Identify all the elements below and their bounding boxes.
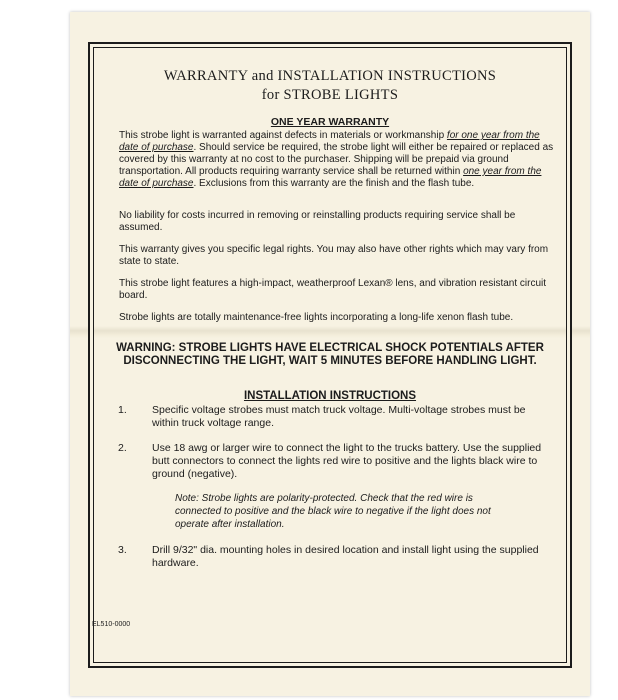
warranty-paragraph-4: This strobe light features a high-impact, weatherproof Lexan® lens, and vibration resistant circuit board. <box>119 278 547 301</box>
document-code: EL510-0000 <box>92 621 131 628</box>
instruction-sheet <box>70 12 590 696</box>
warranty-paragraph-5: Strobe lights are totally maintenance-free lights incorporating a long-life xenon flash tube. <box>119 312 514 323</box>
installation-heading: INSTALLATION INSTRUCTIONS <box>243 390 417 402</box>
warranty-period-emphasis: for one year from the date of purchase <box>119 130 540 153</box>
step-text: Drill 9/32" dia. mounting holes in desired location and install light using the supplied hardware. <box>152 544 539 569</box>
warranty-text: . Should service be required, the strobe light will either be repaired or replaced as covered by this warranty at no cost to the purchaser. Shipping will be prepaid via ground transportation. All products requiring warranty service shall be returned within <box>119 142 554 177</box>
step-number: 2. <box>118 442 127 454</box>
warranty-text: This strobe light is warranted against defects in materials or workmanship <box>119 130 447 141</box>
warranty-text: . Exclusions from this warranty are the finish and the flash tube. <box>193 178 475 189</box>
step-text: Specific voltage strobes must match truck voltage. Multi-voltage strobes must be within truck voltage range. <box>152 404 526 429</box>
warranty-period-emphasis: one year from the date of purchase <box>119 166 542 189</box>
warranty-heading: ONE YEAR WARRANTY <box>270 116 390 128</box>
step-number: 1. <box>118 404 127 416</box>
warning-notice: WARNING: STROBE LIGHTS HAVE ELECTRICAL SHOCK POTENTIALS AFTER DISCONNECTING THE LIGHT, WAIT 5 MINUTES BEFORE HANDLING LIGHT. <box>116 342 544 367</box>
warranty-paragraph-2: No liability for costs incurred in removing or reinstalling products requiring service shall be assumed. <box>119 210 516 233</box>
polarity-note: Note: Strobe lights are polarity-protected. Check that the red wire is connected to positive and the black wire to negative if the light does not operate after installation. <box>175 493 491 530</box>
warranty-paragraph-3: This warranty gives you specific legal rights. You may also have other rights which may vary from state to state. <box>119 244 549 267</box>
title-line-1: WARRANTY and INSTALLATION INSTRUCTIONS <box>163 68 497 84</box>
step-text: Use 18 awg or larger wire to connect the light to the trucks battery. Use the supplied butt connectors to connect the lights red wire to positive and the lights black wire to ground (negative). <box>152 442 542 480</box>
warranty-paragraph-1 <box>119 130 559 190</box>
step-number: 3. <box>118 544 127 556</box>
title-line-2: for STROBE LIGHTS <box>261 87 399 103</box>
